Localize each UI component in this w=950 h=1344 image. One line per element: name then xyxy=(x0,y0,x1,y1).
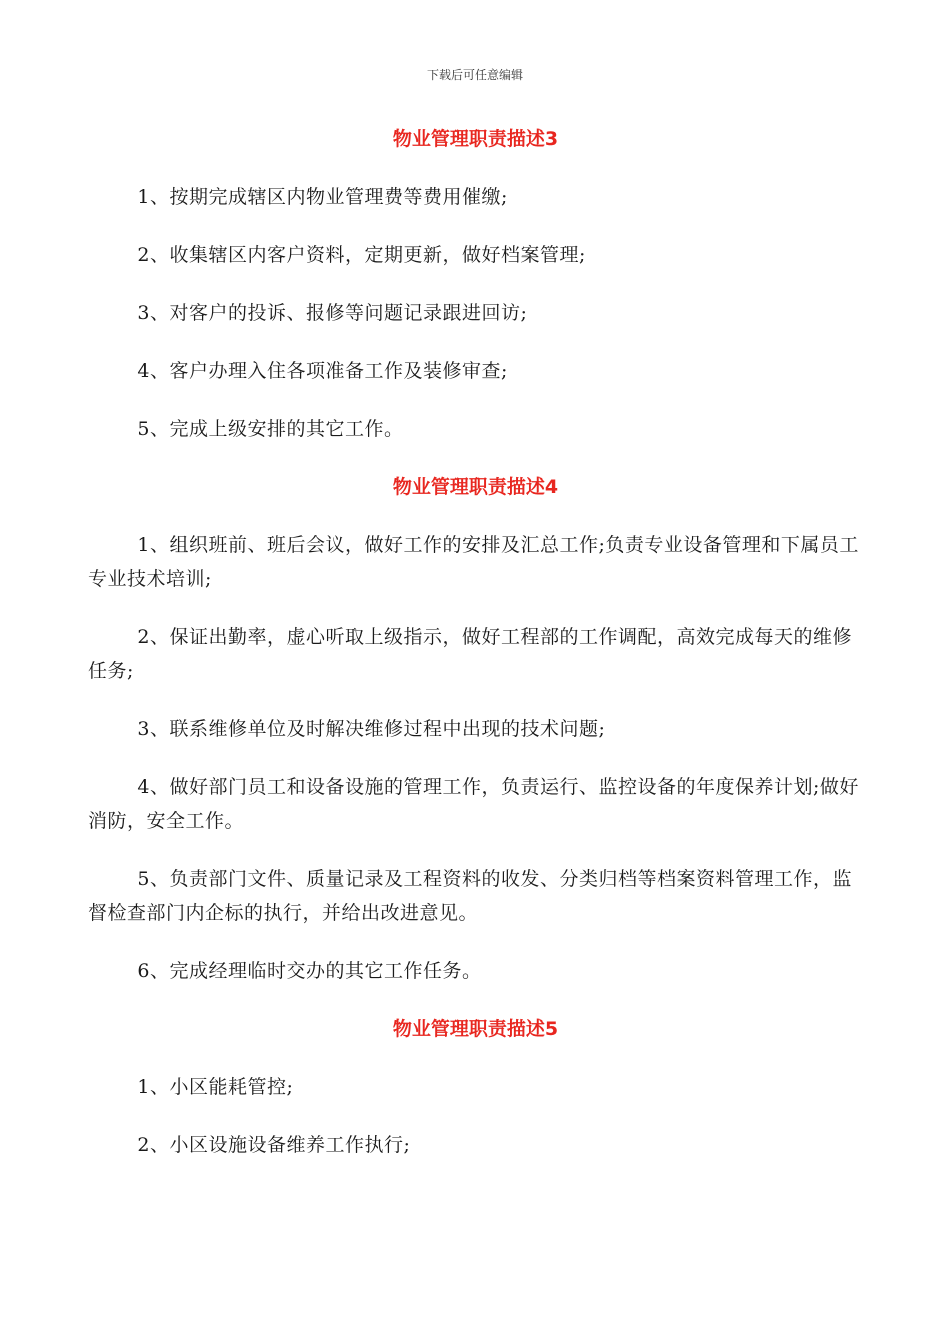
page-header-note: 下载后可任意编辑 xyxy=(426,68,523,82)
list-item: 4、客户办理入住各项准备工作及装修审查; xyxy=(137,360,508,382)
list-item: 5、完成上级安排的其它工作。 xyxy=(137,418,404,440)
list-item: 2、收集辖区内客户资料，定期更新，做好档案管理; xyxy=(137,244,586,266)
list-item: 4、做好部门员工和设备设施的管理工作，负责运行、监控设备的年度保养计划;做好消防，安全工作。 xyxy=(88,776,859,832)
list-item: 3、联系维修单位及时解决维修过程中出现的技术问题; xyxy=(137,718,606,740)
list-item: 3、对客户的投诉、报修等问题记录跟进回访; xyxy=(137,302,528,324)
document-body xyxy=(88,120,863,1162)
list-item: 2、保证出勤率，虚心听取上级指示，做好工程部的工作调配，高效完成每天的维修任务; xyxy=(88,626,852,682)
section-title: 物业管理职责描述5 xyxy=(392,1018,559,1040)
list-item: 2、小区设施设备维养工作执行; xyxy=(137,1134,411,1156)
list-item: 5、负责部门文件、质量记录及工程资料的收发、分类归档等档案资料管理工作，监督检查部门内企标的执行，并给出改进意见。 xyxy=(88,868,852,924)
list-item: 1、按期完成辖区内物业管理费等费用催缴; xyxy=(137,186,508,208)
section-title: 物业管理职责描述3 xyxy=(392,128,559,150)
section-title: 物业管理职责描述4 xyxy=(392,476,559,498)
list-item: 1、组织班前、班后会议，做好工作的安排及汇总工作;负责专业设备管理和下属员工专业技术培训; xyxy=(88,534,859,590)
list-item: 6、完成经理临时交办的其它工作任务。 xyxy=(137,960,482,982)
list-item: 1、小区能耗管控; xyxy=(137,1076,294,1098)
